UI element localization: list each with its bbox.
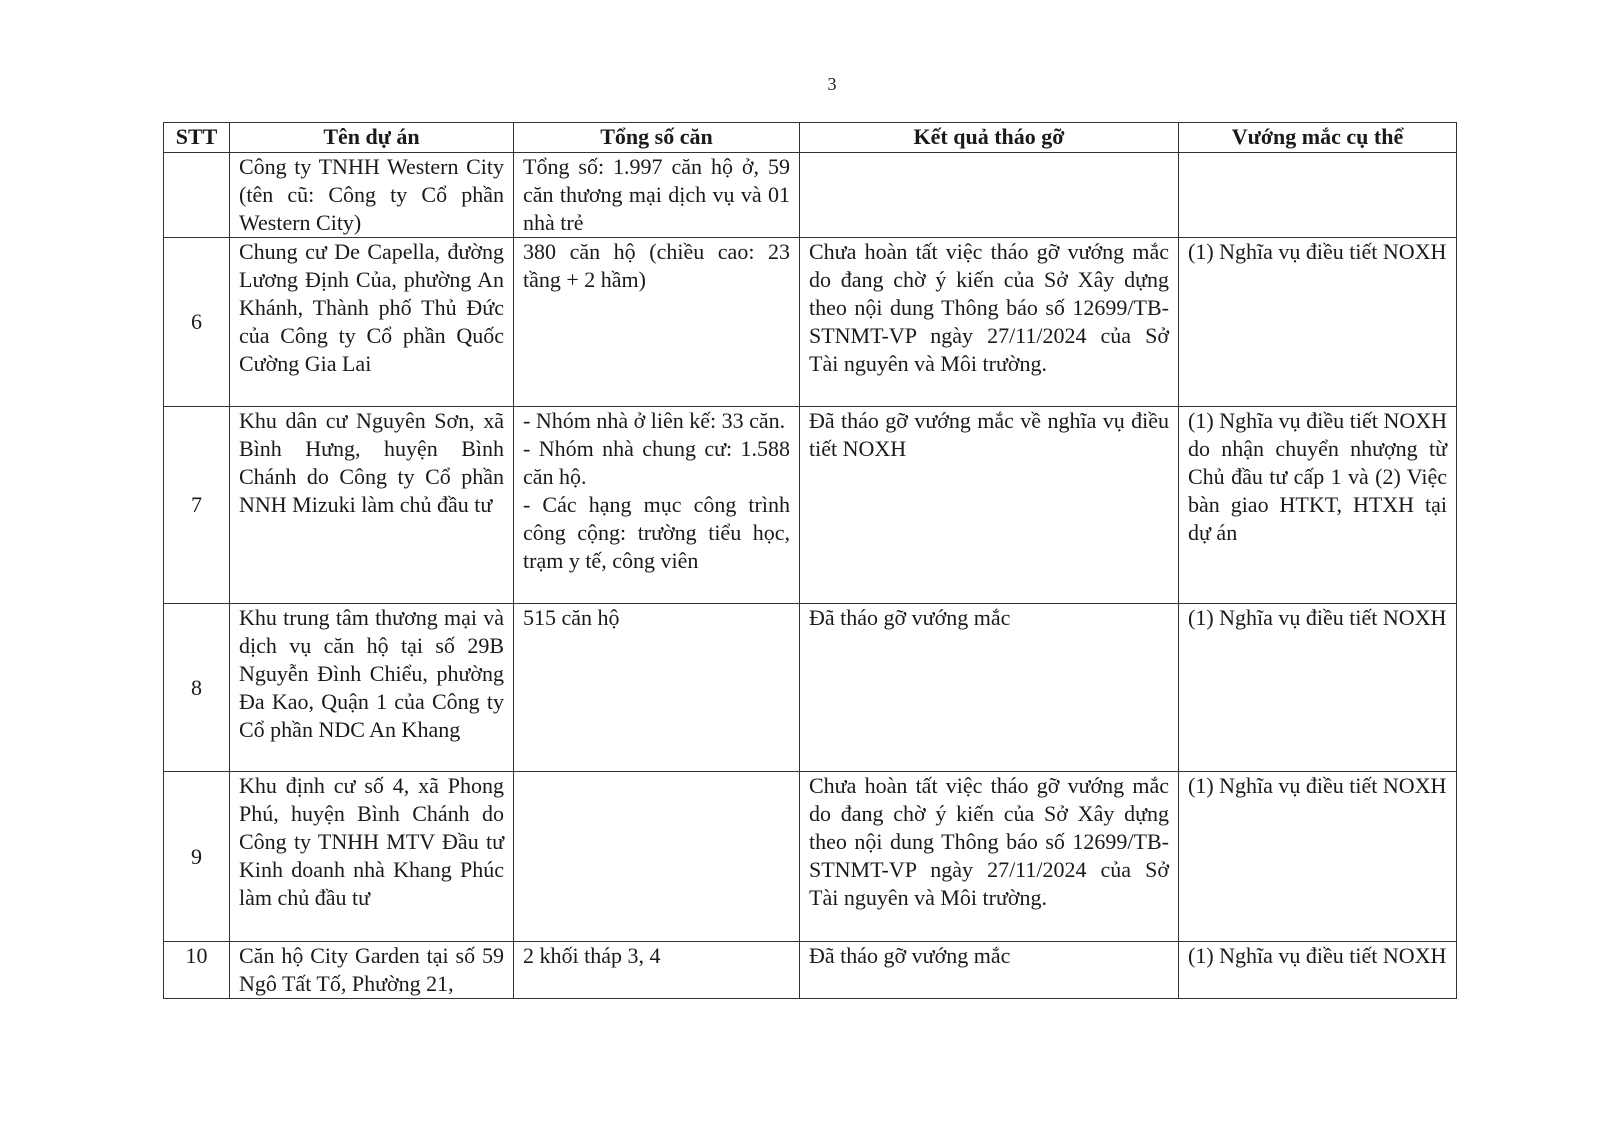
table-header-row	[164, 123, 1457, 153]
cell-stt	[164, 407, 230, 604]
cell-result	[800, 772, 1179, 942]
cell-result-text: Đã tháo gỡ vướng mắc	[809, 943, 1011, 968]
cell-result-text: Đã tháo gỡ vướng mắc về nghĩa vụ điều tiết NOXH	[809, 408, 1169, 461]
cell-result-text: Đã tháo gỡ vướng mắc	[809, 605, 1011, 630]
page-number: 3	[827, 74, 837, 94]
cell-result	[800, 604, 1179, 772]
cell-total-units	[514, 604, 800, 772]
cell-result	[800, 153, 1179, 238]
cell-issues-text: (1) Nghĩa vụ điều tiết NOXH	[1188, 773, 1447, 798]
cell-project-name-text: Khu trung tâm thương mại và dịch vụ căn hộ tại số 29B Nguyễn Đình Chiểu, phường Đa Kao, Quận 1 của Công ty Cổ phần NDC An Khang	[239, 605, 504, 742]
cell-total-units	[514, 238, 800, 407]
cell-issues	[1179, 942, 1457, 999]
cell-project-name	[230, 153, 514, 238]
cell-result-text: Chưa hoàn tất việc tháo gỡ vướng mắc do đang chờ ý kiến của Sở Xây dựng theo nội dung Thông báo số 12699/TB-STNMT-VP ngày 27/11/2024 của Sở Tài nguyên và Môi trường.	[809, 773, 1169, 910]
cell-result-text: Chưa hoàn tất việc tháo gỡ vướng mắc do đang chờ ý kiến của Sở Xây dựng theo nội dung Thông báo số 12699/TB-STNMT-VP ngày 27/11/2024 của Sở Tài nguyên và Môi trường.	[809, 239, 1169, 376]
cell-result	[800, 238, 1179, 407]
cell-stt-text: 10	[185, 943, 208, 968]
table-row	[164, 604, 1457, 772]
header-total-units: Tổng số căn	[514, 123, 800, 153]
cell-issues	[1179, 153, 1457, 238]
cell-issues-text: (1) Nghĩa vụ điều tiết NOXH do nhận chuyển nhượng từ Chủ đầu tư cấp 1 và (2) Việc bàn giao HTKT, HTXH tại dự án	[1188, 408, 1447, 545]
cell-result	[800, 407, 1179, 604]
cell-total-units	[514, 942, 800, 999]
cell-stt	[164, 238, 230, 407]
cell-project-name	[230, 942, 514, 999]
cell-total-units	[514, 772, 800, 942]
cell-stt	[164, 153, 230, 238]
cell-issues	[1179, 238, 1457, 407]
cell-project-name	[230, 604, 514, 772]
cell-stt-text: 6	[191, 309, 202, 334]
header-result: Kết quả tháo gỡ	[800, 123, 1179, 153]
cell-total-units-text: - Nhóm nhà ở liên kế: 33 căn. - Nhóm nhà chung cư: 1.588 căn hộ. - Các hạng mục công trình công cộng: trường tiểu học, trạm y tế, công viên	[523, 408, 790, 573]
cell-issues	[1179, 407, 1457, 604]
cell-total-units-text: Tổng số: 1.997 căn hộ ở, 59 căn thương mại dịch vụ và 01 nhà trẻ	[523, 154, 790, 235]
cell-project-name	[230, 407, 514, 604]
header-issues: Vướng mắc cụ thể	[1179, 123, 1457, 153]
cell-total-units-text: 515 căn hộ	[523, 605, 620, 630]
cell-issues	[1179, 772, 1457, 942]
header-project-name: Tên dự án	[230, 123, 514, 153]
cell-issues-text: (1) Nghĩa vụ điều tiết NOXH	[1188, 943, 1447, 968]
cell-project-name-text: Khu dân cư Nguyên Sơn, xã Bình Hưng, huyện Bình Chánh do Công ty Cổ phần NNH Mizuki làm chủ đầu tư	[239, 408, 504, 517]
table-row	[164, 238, 1457, 407]
cell-project-name-text: Khu định cư số 4, xã Phong Phú, huyện Bình Chánh do Công ty TNHH MTV Đầu tư Kinh doanh nhà Khang Phúc làm chủ đầu tư	[239, 773, 504, 910]
cell-total-units	[514, 407, 800, 604]
cell-issues	[1179, 604, 1457, 772]
cell-total-units-text: 380 căn hộ (chiều cao: 23 tầng + 2 hầm)	[523, 239, 790, 292]
cell-issues-text: (1) Nghĩa vụ điều tiết NOXH	[1188, 605, 1447, 630]
cell-stt	[164, 772, 230, 942]
cell-project-name-text: Căn hộ City Garden tại số 59 Ngô Tất Tố, Phường 21,	[239, 943, 504, 996]
header-stt: STT	[164, 123, 230, 153]
cell-total-units	[514, 153, 800, 238]
cell-total-units-text: 2 khối tháp 3, 4	[523, 943, 661, 968]
cell-project-name-text: Công ty TNHH Western City (tên cũ: Công ty Cổ phần Western City)	[239, 154, 504, 235]
table-row	[164, 942, 1457, 999]
table-row	[164, 153, 1457, 238]
table-row	[164, 407, 1457, 604]
projects-table	[163, 122, 1457, 999]
cell-issues-text: (1) Nghĩa vụ điều tiết NOXH	[1188, 239, 1447, 264]
cell-project-name	[230, 772, 514, 942]
cell-stt-text: 9	[191, 843, 202, 869]
cell-project-name	[230, 238, 514, 407]
cell-stt-text: 7	[191, 492, 202, 517]
cell-stt	[164, 942, 230, 999]
cell-stt-text: 8	[191, 674, 202, 700]
cell-result	[800, 942, 1179, 999]
cell-stt	[164, 604, 230, 772]
table-body	[164, 153, 1457, 999]
table-row	[164, 772, 1457, 942]
cell-project-name-text: Chung cư De Capella, đường Lương Định Của, phường An Khánh, Thành phố Thủ Đức của Công ty Cổ phần Quốc Cường Gia Lai	[239, 239, 504, 376]
